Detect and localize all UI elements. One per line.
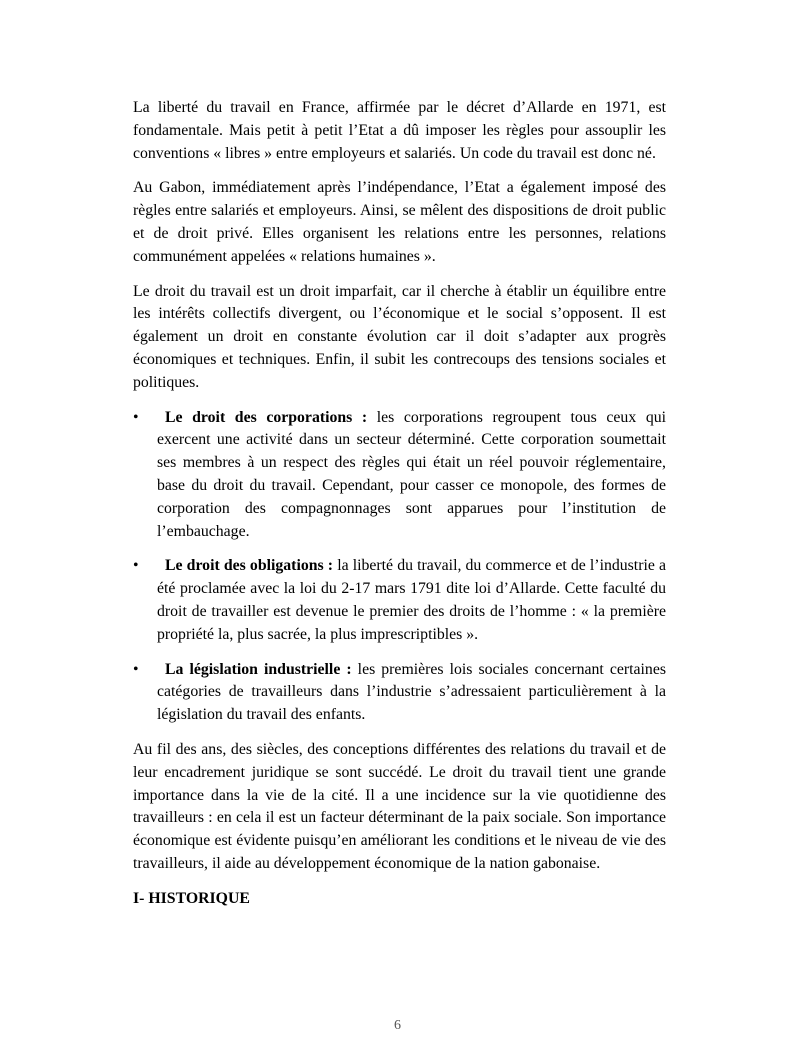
bullet-icon: • [133,557,139,575]
document-page [133,97,666,911]
paragraph-droit-imparfait: Le droit du travail est un droit imparfait, car il cherche à établir un équilibre entre les intérêts collectifs divergent, ou l’économique et le social s’opposent. Il est également un droit en constante évolution car il doit s’adapter aux progrès économiques et techniques. Enfin, il subit les contrecoups des tensions sociales et politiques. [133,282,666,391]
bullet-item-corporations [133,407,667,544]
bullet-title: Le droit des obligations : [165,557,334,575]
bullet-text: la liberté du travail, du commerce et de l’industrie a été proclamée avec la loi du 2-17 mars 1791 dite loi d’Allarde. Cette faculté du droit de travailler est devenue le premier des droits de l’homme : « la première propriété la, plus sacrée, la plus imprescriptibles ». [157,557,666,643]
paragraph-intro-france: La liberté du travail en France, affirmée par le décret d’Allarde en 1971, est fondamentale. Mais petit à petit l’Etat a dû imposer les règles pour assouplir les conventions « libres » entre employeurs et salariés. Un code du travail est donc né. [133,99,666,162]
bullet-item-obligations [133,555,666,646]
bullet-text: les premières lois sociales concernant certaines catégories de travailleurs dans l’industrie s’adressaient particulièrement à la législation du travail des enfants. [157,660,666,724]
bullet-list [133,407,666,727]
bullet-title: Le droit des corporations : [165,408,368,426]
bullet-title: La législation industrielle : [165,660,352,678]
bullet-icon: • [133,408,139,426]
bullet-icon: • [133,660,139,678]
bullet-item-legislation [133,659,666,727]
page-number: 6 [394,1018,401,1033]
paragraph-closing: Au fil des ans, des siècles, des conceptions différentes des relations du travail et de leur encadrement juridique se sont succédé. Le droit du travail tient une grande importance dans la vie de la cité. Il a une incidence sur la vie quotidienne des travailleurs : en cela il est un facteur déterminant de la paix sociale. Son importance économique est évidente puisqu’en améliorant les conditions et le niveau de vie des travailleurs, il aide au développement économique de la nation gabonaise. [133,740,666,872]
bullet-text: les corporations regroupent tous ceux qui exercent une activité dans un secteur déterminé. Cette corporation soumettait ses membres à un respect des règles qui était un réel pouvoir réglementaire, base du droit du travail. Cependant, pour casser ce monopole, des formes de corporation des compagnonnages sont apparues pour l’institution de l’embauchage. [157,408,667,540]
section-heading: I- HISTORIQUE [133,889,250,907]
paragraph-gabon: Au Gabon, immédiatement après l’indépendance, l’Etat a également imposé des règles entre salariés et employeurs. Ainsi, se mêlent des dispositions de droit public et de droit privé. Elles organisent les relations entre les personnes, relations communément appelées « relations humaines ». [133,179,666,265]
